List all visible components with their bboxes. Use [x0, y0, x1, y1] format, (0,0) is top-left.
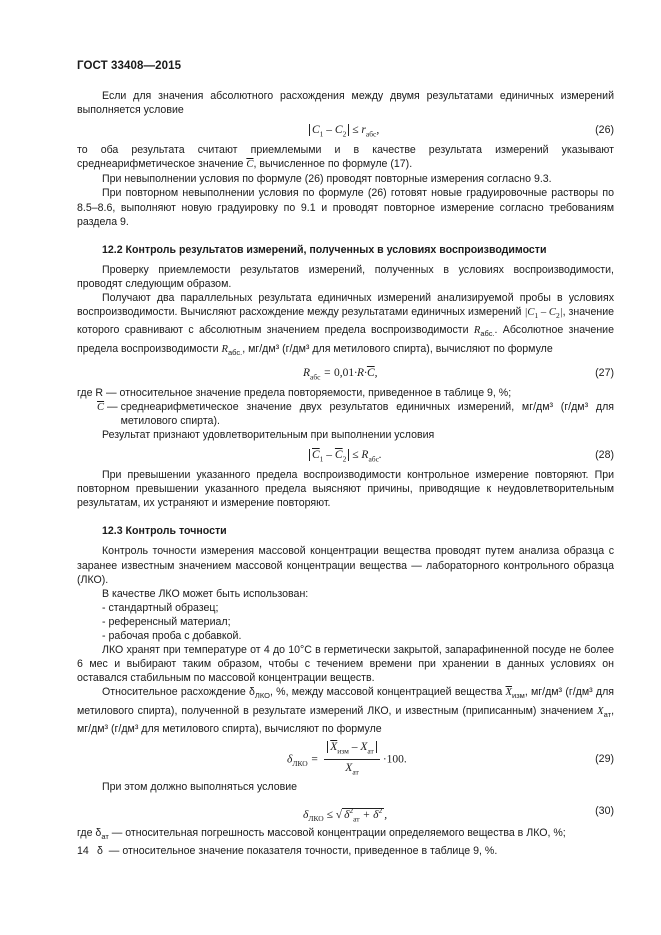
paragraph: При невыполнении условия по формуле (26) проводят повторные измерения согласно 9.3. [102, 173, 552, 186]
paragraph: При повторном невыполнении условия по формуле (26) готовят новые градуировочные растворы по 8.5–8.6, выполняют новую градуировку по 9.1 и проводят повторное измерение согласно требованиям раздела 9. [77, 187, 614, 228]
section-heading: 12.3 Контроль точности [102, 525, 227, 538]
formula-29: $\delta_{ЛКО}$ = $\frac{\overline{X}_{изм} - X_{ат}}{X_{ат}}$ ·100. (29) [287, 740, 614, 777]
formula-number: (28) [595, 449, 614, 462]
paragraph: Получают два параллельных результата единичных измерений анализируемой пробы в условиях воспроизводимости. Вычисляют расхождение между результатами единичных измерений $|C_1 - C_2|$, значение которого сравнивают с абсолютным значением предела воспроизводимости $R_{абс.}$. Абсолютное значение предела воспроизводимости $R_{абс.}$, мг/дм³ (г/дм³ для метилового спирта), вычисляют по формуле [77, 292, 614, 357]
paragraph: Относительное расхождение $\delta_{ЛКО}$, %, между массовой концентрацией вещества $\overline{X}_{изм}$, мг/дм³ (г/дм³ для метилового спирта), полученной в результате измерений ЛКО, и известным (приписанным) значением $X_{ат}$, мг/дм³ (г/дм³ для метилового спирта), вычисляют по формуле [77, 686, 615, 735]
formula-26: $C_1 - C_2 \le r_{абс}$, (26) [77, 117, 614, 143]
definition: δ — относительное значение показателя точности, приведенное в таблице 9, %. [97, 845, 498, 858]
paragraph: ЛКО хранят при температуре от 4 до 10°С в герметически закрытой, запарафиненной посуде не более 6 мес и выбирают таким образом, чтобы с течением времени при хранении в данных условиях он оставался стабильным по массовой концентрации веществ. [77, 644, 614, 685]
formula-27: $R_{абс} = 0,01\cdot R\cdot\overline{C}$, (27) [303, 366, 614, 382]
paragraph: Результат признают удовлетворительным при выполнении условия [102, 429, 435, 442]
paragraph: В качестве ЛКО может быть использован: [102, 587, 309, 600]
formula-28: $\overline{C}_1 - \overline{C}_2 \le R_{абс}$. (28) [77, 442, 614, 468]
standard-header: ГОСТ 33408—2015 [77, 60, 182, 72]
paragraph: При превышении указанного предела воспроизводимости контрольное измерение повторяют. При повторном превышении указанного предела выясняют причины, приводящие к неудовлетворительным результатам, их устраняют и измерение повторяют. [77, 469, 614, 510]
definition: $\overline{C}$ — среднеарифметическое значение двух результатов единичных измерений, мг/дм³ (г/дм³ для метилового спирта). [97, 400, 614, 427]
list-item: - стандартный образец; [102, 601, 219, 614]
paragraph: Контроль точности измерения массовой концентрации вещества проводят путем анализа образца с заранее известным значением массовой концентрации вещества — лабораторного контрольного образца (ЛКО). [77, 545, 614, 586]
formula-number: (26) [595, 124, 614, 137]
formula-number: (30) [595, 805, 614, 818]
paragraph: Если для значения абсолютного расхождения между двумя результатами единичных измерений выполняется условие [77, 90, 614, 117]
formula-number: (27) [595, 366, 614, 379]
paragraph: то оба результата считают приемлемыми и в качестве результата измерений указывают среднеарифметическое значение $\overline{C}$, вычисленное по формуле (17). [77, 144, 614, 171]
paragraph: При этом должно выполняться условие [102, 780, 298, 793]
definition: где $\delta_{ат}$ — относительная погрешность массовой концентрации определяемого вещества в ЛКО, %; [77, 827, 566, 842]
body-text [77, 89, 614, 858]
page-number: 14 [77, 845, 89, 857]
list-item: - референсный материал; [102, 615, 231, 628]
definition: где R — относительное значение предела повторяемости, приведенное в таблице 9, %; [77, 386, 512, 399]
paragraph: Проверку приемлемости результатов измерений, полученных в условиях воспроизводимости, проводят следующим образом. [77, 263, 614, 290]
formula-30: $\delta_{ЛКО}$ ≤ √ $\delta^2_{ат} + \delta^2$ , (30) [303, 805, 614, 824]
formula-number: (29) [595, 752, 614, 765]
list-item: - рабочая проба с добавкой. [102, 630, 242, 643]
section-heading: 12.2 Контроль результатов измерений, полученных в условиях воспроизводимости [102, 243, 547, 256]
